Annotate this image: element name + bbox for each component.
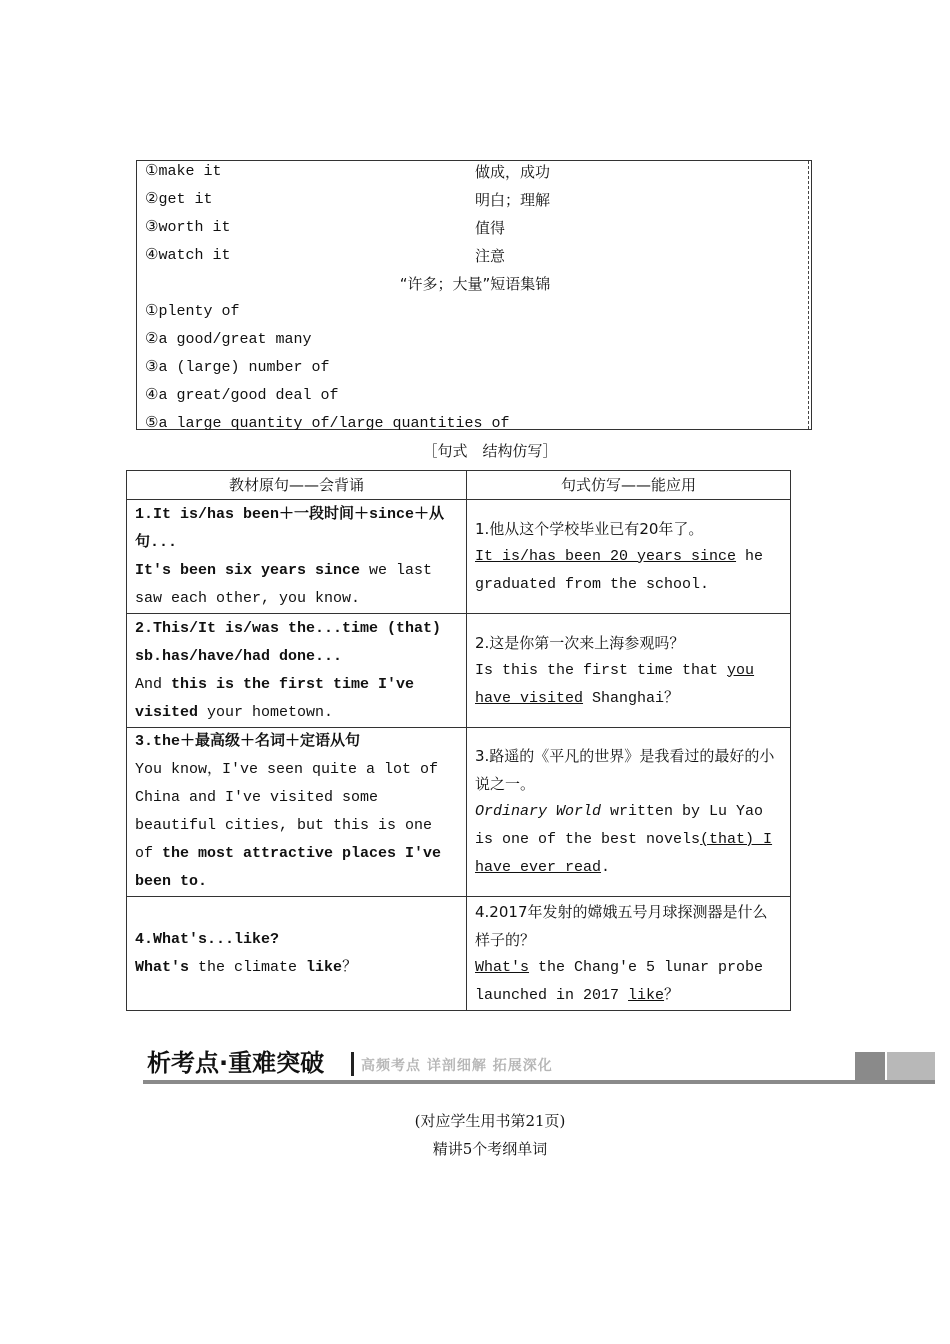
- example-text: [135, 954, 458, 982]
- banner-block-light: [887, 1052, 935, 1080]
- phrase-it-row: [145, 161, 221, 189]
- example-text: [135, 557, 458, 613]
- answer-text: [475, 657, 782, 713]
- phrase-en: ①make it: [145, 163, 222, 180]
- plain-text: Shanghai？: [583, 689, 680, 707]
- phrase-cn: 做成，成功: [475, 163, 551, 181]
- pattern-text: 1.It is/has been＋一段时间＋since＋从句...: [135, 505, 445, 551]
- plain-text: And: [135, 675, 172, 693]
- answer-underlined: you have visited: [475, 661, 755, 707]
- phrase-it-row: [145, 217, 230, 245]
- plain-text: ？: [342, 958, 358, 976]
- imitation-cell: [467, 614, 791, 728]
- example-text: [135, 671, 458, 727]
- sentence-pattern-table: [126, 470, 791, 1011]
- key-phrase: like: [306, 958, 343, 976]
- imitation-cell: [467, 897, 791, 1011]
- book-title: Ordinary World: [475, 803, 602, 820]
- plain-text: he graduated from the school.: [475, 547, 764, 593]
- section-banner: [143, 1046, 935, 1084]
- column-header: 教材原句——会背诵: [127, 471, 467, 500]
- phrase-it-row: [145, 189, 212, 217]
- original-sentence-cell: [127, 728, 467, 897]
- key-phrase: the most attractive places I've been to.: [135, 845, 442, 890]
- phrase-many-item: ②a good/great many: [145, 331, 312, 348]
- example-text: [135, 756, 458, 896]
- original-sentence-cell: [127, 500, 467, 614]
- pattern-text: 4.What's...like?: [135, 930, 280, 948]
- answer-underlined: (that) I have ever read: [475, 831, 773, 876]
- table-row: [127, 728, 791, 897]
- banner-title: 析考点·重难突破: [147, 1049, 325, 1077]
- phrase-many-item: ⑤a large quantity of/large quantities of: [145, 415, 510, 432]
- key-phrase: this is the first time I've visited: [135, 675, 415, 721]
- chinese-prompt: 4.2017年发射的嫦娥五号月球探测器是什么样子的？: [475, 902, 768, 949]
- chinese-prompt: 2.这是你第一次来上海参观吗？: [475, 633, 685, 652]
- plain-text: the climate: [189, 958, 307, 976]
- phrase-box: [136, 160, 812, 430]
- banner-underline: [143, 1080, 935, 1084]
- lecture-title: 精讲5个考纲单词: [432, 1140, 548, 1158]
- phrase-many-item: ④a great/good deal of: [145, 387, 339, 404]
- banner-subtitle: 高频考点 详剖细解 拓展深化: [361, 1058, 553, 1074]
- plain-text: Is this the first time that: [475, 661, 728, 679]
- key-phrase: It's been six years since: [135, 561, 361, 579]
- plain-text: your hometown.: [198, 703, 334, 721]
- phrase-cn: 值得: [475, 219, 506, 237]
- imitation-cell: [467, 500, 791, 614]
- banner-divider: [351, 1052, 354, 1076]
- plain-text: .: [601, 859, 611, 876]
- chinese-prompt: 3.路遥的《平凡的世界》是我看过的最好的小说之一。: [475, 747, 775, 793]
- plain-text: written by Lu Yao is one of the best novels: [475, 803, 764, 848]
- key-phrase: What's: [135, 958, 190, 976]
- plain-text: You know，I've seen quite a lot of China and I've visited some beautiful cities, but this is one of: [135, 761, 439, 862]
- original-sentence-cell: [127, 614, 467, 728]
- table-row: [127, 500, 791, 614]
- plain-text: the Chang'e 5 lunar probe launched in 2017: [475, 958, 764, 1004]
- phrase-many-item: ③a (large) number of: [145, 359, 330, 376]
- phrase-en: ②get it: [145, 191, 213, 208]
- pattern-text: 3.the＋最高级＋名词＋定语从句: [135, 733, 361, 750]
- phrase-en: ④watch it: [145, 247, 231, 264]
- imitation-cell: [467, 728, 791, 897]
- table-header-row: [127, 471, 791, 500]
- plain-text: we last saw each other, you know.: [135, 561, 433, 607]
- column-header: 句式仿写——能应用: [467, 471, 791, 500]
- plain-text: ？: [664, 986, 680, 1004]
- phrase-cn: 明白；理解: [475, 191, 551, 209]
- pattern-text: 2.This/It is/was the...time (that) sb.has/have/had done...: [135, 619, 442, 665]
- phrases-many-heading: “许多；大量”短语集锦: [399, 275, 551, 293]
- answer-underlined: It is/has been 20 years since: [475, 547, 737, 565]
- section-caption: ［句式 结构仿写］: [422, 442, 558, 460]
- table-row: [127, 614, 791, 728]
- phrase-it-row: [145, 245, 230, 273]
- banner-block-dark: [855, 1052, 885, 1080]
- page-reference: (对应学生用书第21页): [414, 1112, 566, 1130]
- answer-underlined: What's: [475, 958, 530, 976]
- answer-underlined: like: [628, 986, 665, 1004]
- table-row: [127, 897, 791, 1011]
- phrase-cn: 注意: [475, 247, 506, 265]
- answer-text: [475, 798, 782, 882]
- answer-text: [475, 954, 782, 1010]
- phrase-many-item: ①plenty of: [145, 303, 240, 320]
- original-sentence-cell: [127, 897, 467, 1011]
- chinese-prompt: 1.他从这个学校毕业已有20年了。: [475, 519, 704, 538]
- box-edge-rail: [808, 161, 812, 429]
- answer-text: [475, 543, 782, 599]
- phrase-en: ③worth it: [145, 219, 231, 236]
